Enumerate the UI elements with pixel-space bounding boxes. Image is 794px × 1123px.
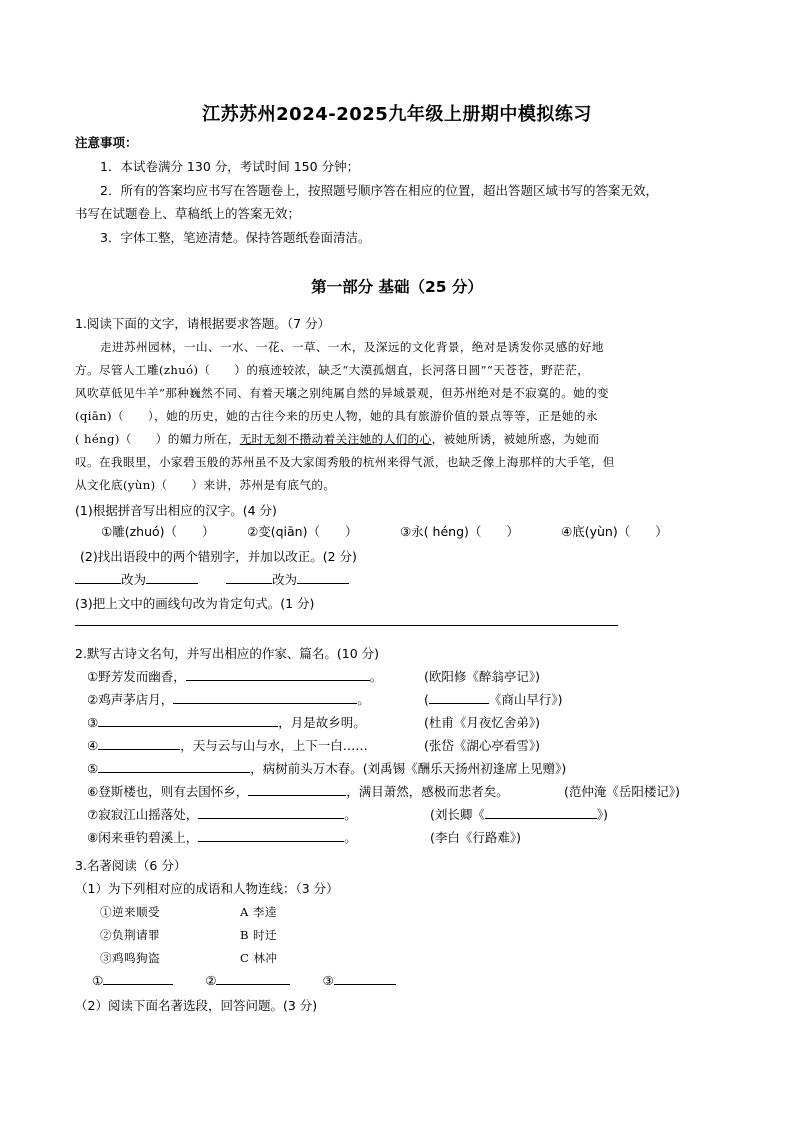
q2-row-2-source (424, 690, 563, 708)
answer-line[interactable] (75, 625, 618, 626)
q1-passage-line-5 (75, 431, 600, 447)
underlined-sentence: 无时无刻不攒动着关注她的人们的心 (239, 432, 432, 446)
idiom-item: ①逆来顺受 (100, 905, 160, 919)
q2-row-4-source: (张岱《湖心亭看雪》) (424, 738, 541, 753)
q2-row-3-pre: ③ (87, 715, 99, 730)
q2-stem: 2.默写古诗文名句，并写出相应的作家、篇名。(10 分) (75, 646, 380, 661)
q2-row-6 (87, 782, 509, 800)
q1-passage-line-6: 叹。在我眼里，小家碧玉般的苏州虽不及大家闺秀般的杭州来得气派，也缺乏像上海那样的大手笔，但 (75, 455, 615, 469)
q1-passage-line-5b: ，被她所诱，被她所惑，为她而 (431, 432, 600, 446)
q2-row-5 (87, 759, 566, 777)
q1-passage-line-2: 方。尽管人工雕(zhuó)（ ）的痕迹较浓，缺乏“大漠孤烟直，长河落日圆”“天苍苍，野茫茫， (75, 363, 590, 377)
answer-blank[interactable] (103, 972, 173, 985)
q2-row-4-post: ，天与云与山与水，上下一白…… (180, 738, 368, 753)
character-item: B 时迁 (240, 928, 277, 942)
q2-row-7 (87, 805, 357, 823)
answer-blank[interactable] (485, 806, 597, 819)
match-answer-label: ③ (322, 973, 334, 988)
q1-sub3-stem: (3)把上文中的画线句改为肯定句式。(1 分) (75, 596, 315, 611)
q2-row-7-source (430, 805, 608, 823)
q2-row-2-post: 。 (357, 692, 370, 707)
q1-sub1-item-2: ②变(qiān)（ ） (247, 524, 358, 539)
q1-passage-line-7: 从文化底(yùn)（ ）来讲，苏州是有底气的。 (75, 478, 336, 492)
q2-row-3 (87, 713, 366, 731)
q3-sub1-stem: （1）为下列相对应的成语和人物连线：（3 分） (75, 881, 339, 896)
q1-sub1-stem: (1)根据拼音写出相应的汉字。(4 分) (75, 503, 277, 518)
page-title: 江苏苏州2024-2025九年级上册期中模拟练习 (202, 104, 592, 125)
idiom-item: ③鸡鸣狗盗 (100, 951, 160, 965)
q2-row-1-post: 。 (369, 669, 383, 684)
answer-blank[interactable] (198, 829, 344, 842)
q1-sub1-item-3: ③永( héng)（ ） (400, 524, 519, 539)
q2-row-8-pre: ⑧闲来垂钓碧溪上， (87, 830, 199, 845)
answer-blank[interactable] (98, 737, 180, 750)
q2-row-6-source: (范仲淹《岳阳楼记》) (564, 784, 681, 799)
answer-blank[interactable] (248, 783, 346, 796)
q2-row-8-source: (李白《行路难》) (430, 830, 522, 845)
q2-row-4-pre: ④ (87, 738, 99, 753)
q1-sub1-item-1: ①雕(zhuó)（ ） (101, 524, 215, 539)
q1-passage-line-1: 走进苏州园林，一山、一水、一花、一草、一木，及深远的文化背景，绝对是诱发你灵感的好地 (100, 340, 604, 354)
q1-passage-line-4: (qiān)（ ），她的历史，她的古往今来的历史人物，她的具有旅游价值的景点等等，正是她的永 (75, 409, 598, 423)
source-open: ( (424, 692, 429, 707)
answer-blank[interactable] (429, 691, 489, 704)
match-answer-label: ① (92, 973, 104, 988)
character-item: C 林冲 (240, 951, 278, 965)
q2-row-1-source: (欧阳修《醉翁亭记》) (424, 669, 541, 684)
source-title: 《商山早行》) (488, 692, 563, 707)
match-answer-row (92, 972, 396, 988)
match-answer-label: ② (205, 973, 217, 988)
answer-blank[interactable] (226, 571, 272, 584)
q2-row-4 (87, 736, 368, 754)
q1-passage-line-3: 风吹草低见牛羊”那种巍然不同、有着天壤之别纯属自然的异域景观，但苏州绝对是不寂寞的。她的变 (75, 386, 610, 400)
notice-item-2-cont: 书写在试题卷上、草稿纸上的答案无效； (75, 206, 301, 221)
q2-row-7-pre: ⑦寂寂江山摇落处， (87, 807, 199, 822)
source-author: (刘长卿《 (430, 807, 485, 822)
q1-passage-line-5a: ( héng)（ ）的媚力所在， (75, 432, 240, 446)
q2-row-3-post: ，月是故乡明。 (278, 715, 366, 730)
q2-row-2-pre: ②鸡声茅店月， (87, 692, 174, 707)
q2-row-2 (87, 690, 370, 708)
q2-row-8 (87, 828, 357, 846)
answer-blank[interactable] (75, 571, 121, 584)
character-item: A 李逵 (240, 905, 277, 919)
q2-row-6-pre: ⑥登斯楼也，则有去国怀乡， (87, 784, 249, 799)
answer-blank[interactable] (173, 691, 357, 704)
answer-blank[interactable] (216, 972, 290, 985)
idiom-item: ②负荆请罪 (100, 928, 160, 942)
answer-blank[interactable] (334, 972, 396, 985)
q2-row-5-pre: ⑤ (87, 761, 99, 776)
answer-blank[interactable] (146, 571, 198, 584)
correction-label: 改为 (272, 572, 298, 587)
q1-stem: 1.阅读下面的文字，请根据要求答题。（7 分） (75, 316, 331, 331)
q2-row-6-post: ，满目萧然，感极而悲者矣。 (346, 784, 509, 799)
notice-heading: 注意事项： (75, 135, 138, 150)
answer-blank[interactable] (98, 760, 250, 773)
notice-item-2: 2．所有的答案均应书写在答题卷上，按照题号顺序答在相应的位置，超出答题区域书写的答案无效， (100, 183, 658, 198)
q2-row-8-post: 。 (344, 830, 357, 845)
notice-item-1: 1．本试卷满分 130 分，考试时间 150 分钟； (100, 159, 360, 174)
source-close: 》) (596, 807, 609, 822)
part1-heading: 第一部分 基础（25 分） (311, 278, 483, 296)
q1-sub2-answer-row (75, 570, 349, 588)
q1-sub2-stem: (2)找出语段中的两个错别字，并加以改正。(2 分) (80, 549, 357, 564)
notice-item-3: 3．字体工整，笔迹清楚。保持答题纸卷面清洁。 (100, 230, 371, 245)
answer-blank[interactable] (186, 668, 370, 681)
q2-row-5-post: ，病树前头万木春。(刘禹锡《酬乐天扬州初逢席上见赠》) (250, 761, 567, 776)
q3-sub2-stem: （2）阅读下面名著选段，回答问题。(3 分) (75, 998, 318, 1013)
answer-blank[interactable] (297, 571, 349, 584)
answer-blank[interactable] (98, 714, 278, 727)
correction-label: 改为 (121, 572, 147, 587)
q2-row-3-source: (杜甫《月夜忆舍弟》) (424, 715, 541, 730)
q2-row-7-post: 。 (344, 807, 357, 822)
q1-sub1-item-4: ④底(yùn)（ ） (561, 524, 668, 539)
answer-blank[interactable] (198, 806, 344, 819)
q2-row-1-pre: ①野芳发而幽香， (87, 669, 186, 684)
q3-stem: 3.名著阅读（6 分） (75, 858, 187, 873)
q2-row-1 (87, 667, 382, 685)
